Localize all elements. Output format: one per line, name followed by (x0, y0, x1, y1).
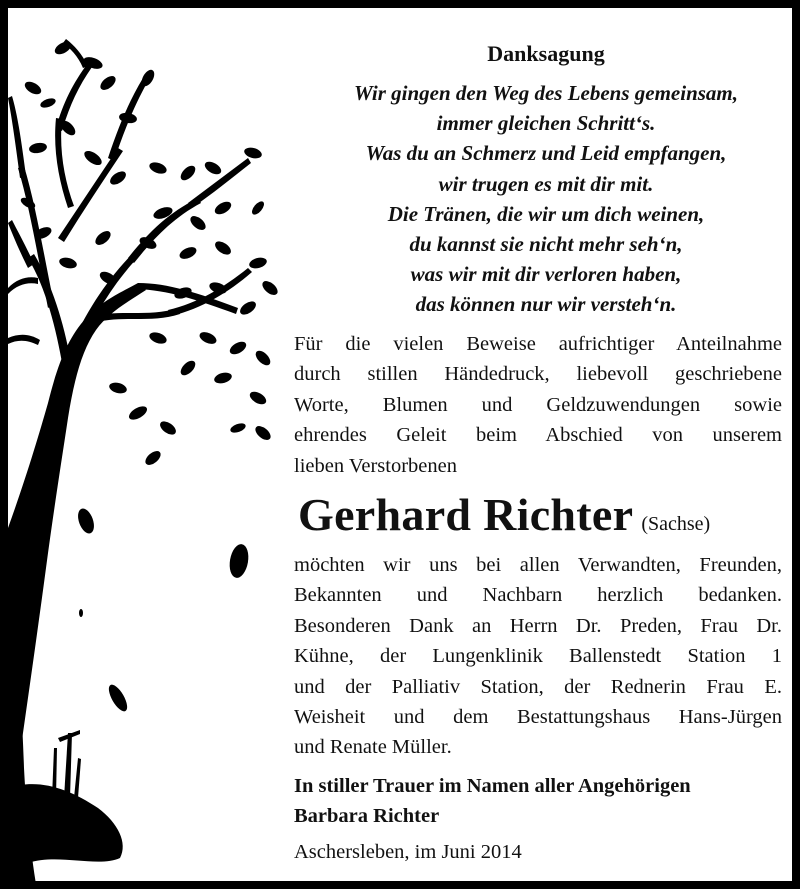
poem (296, 78, 796, 320)
poem-line: Wir gingen den Weg des Lebens gemeinsam, (353, 81, 739, 105)
place-date: Aschersleben, im Juni 2014 (294, 841, 522, 863)
thanks-line: möchten wir uns bei allen Verwandten, Freunden, (294, 554, 782, 576)
deceased-name: Gerhard Richter (298, 489, 634, 540)
poem-line: immer gleichen Schritt‘s. (436, 111, 656, 136)
tree-silhouette-image (8, 8, 298, 889)
intro-line: ehrendes Geleit beim Abschied von unserem (294, 424, 782, 447)
closing-signature (294, 771, 794, 832)
intro-paragraph (294, 329, 782, 481)
poem-line: du kannst sie nicht mehr seh‘n, (409, 232, 683, 257)
intro-line: Für die vielen Beweise aufrichtiger Anteilnahme (294, 333, 782, 355)
thanks-line: und Renate Müller. (294, 736, 452, 759)
poem-line: was wir mit dir verloren haben, (410, 262, 682, 287)
intro-line: lieben Verstorbenen (294, 454, 457, 477)
intro-line: durch stillen Händedruck, liebevoll geschriebene (294, 363, 782, 386)
intro-line: Worte, Blumen und Geldzuwendungen sowie (294, 393, 782, 416)
deceased-name-suffix: (Sachse) (641, 513, 711, 535)
poem-line: das können nur wir versteh‘n. (415, 292, 677, 317)
thanks-line: Weisheit und dem Bestattungshaus Hans-Jürgen (294, 706, 782, 729)
deceased-name-block (298, 488, 788, 541)
signer-name: Barbara Richter (294, 805, 440, 828)
thanks-line: Besonderen Dank an Herrn Dr. Preden, Frau Dr. (294, 614, 782, 637)
thanks-line: Bekannten und Nachbarn herzlich bedanken. (294, 584, 782, 607)
heading: Danksagung (487, 41, 605, 66)
poem-line: wir trugen es mit dir mit. (438, 171, 654, 196)
thanks-line: Kühne, der Lungenklinik Ballenstedt Station 1 (294, 645, 782, 668)
closing-line: In stiller Trauer im Namen aller Angehörigen (294, 775, 691, 797)
poem-line: Die Tränen, die wir um dich weinen, (387, 201, 705, 226)
poem-line: Was du an Schmerz und Leid empfangen, (365, 141, 727, 166)
thanks-paragraph (294, 550, 782, 763)
thanks-line: und der Palliativ Station, der Rednerin Frau E. (294, 675, 782, 698)
